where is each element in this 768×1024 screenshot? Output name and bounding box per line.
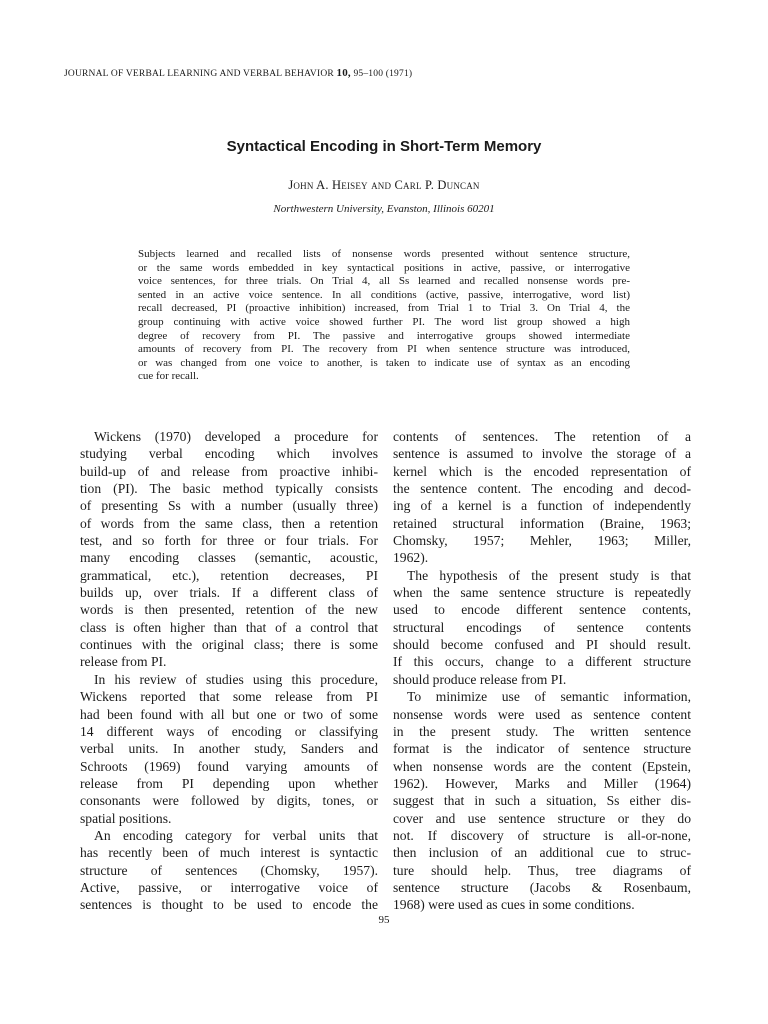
paper-title: Syntactical Encoding in Short-Term Memory <box>226 138 542 155</box>
body-text-line: 1962). <box>393 550 429 566</box>
body-text-line: suggest that in such a situation, Ss either dis- <box>393 793 691 809</box>
body-text-line: 1962). However, Marks and Miller (1964) <box>393 775 691 791</box>
journal-header <box>64 67 704 79</box>
body-text-line: studying verbal encoding which involves <box>80 446 378 462</box>
body-text-line: ing of a kernel is a function of independently <box>393 498 691 514</box>
abstract <box>138 248 630 384</box>
abstract-line: cue for recall. <box>138 370 199 383</box>
page-number: 95 <box>378 914 390 926</box>
body-text-line: builds up, over trials. If a different class of <box>80 585 378 601</box>
body-text-line: Schroots (1969) found varying amounts of <box>80 758 378 774</box>
body-text-line: the sentence content. The encoding and decod- <box>393 481 691 497</box>
body-text-line: release from PI depending upon whether <box>80 775 378 791</box>
body-text-line: should become confused and PI should result. <box>393 637 691 653</box>
paper-authors: John A. Heisey and Carl P. Duncan <box>288 178 480 192</box>
body-text-line: test, and so forth for three or four trials. For <box>80 533 378 549</box>
abstract-line: group continuing with active voice showed further PI. The word list group showed a high <box>138 315 630 328</box>
abstract-line: or was changed from one voice to another, is taken to indicate use of syntax as an encoding <box>138 356 630 369</box>
body-text-line: Wickens reported that some release from PI <box>80 689 378 705</box>
body-text-line: The hypothesis of the present study is that <box>407 567 691 583</box>
abstract-line: voice sentences, for three trials. On Trial 4, all Ss learned and recalled nonsense words pre- <box>138 275 630 288</box>
body-text-line: when the same sentence structure is repeatedly <box>393 585 691 601</box>
body-text-line: format is the indicator of sentence structure <box>393 741 691 757</box>
body-text-line: build-up of and release from proactive inhibi- <box>80 463 378 479</box>
body-text-line: contents of sentences. The retention of a <box>393 429 691 444</box>
journal-pages: 95–100 (1971) <box>353 69 413 79</box>
body-text-line: Chomsky, 1957; Mehler, 1963; Miller, <box>393 533 691 549</box>
body-text-line: then inclusion of an additional cue to struc- <box>393 845 691 861</box>
body-column-right <box>393 428 691 914</box>
body-text-line: structure of sentences (Chomsky, 1957). <box>80 862 378 878</box>
body-text-line: 1968) were used as cues in some conditions. <box>393 897 635 913</box>
body-text-line: To minimize use of semantic information, <box>407 689 691 705</box>
body-text-line: cover and use sentence structure or they do <box>393 810 691 826</box>
body-column-left <box>80 428 378 914</box>
body-text-line: 14 different ways of encoding or classifying <box>80 723 378 739</box>
body-text-line: of words from the same class, then a retention <box>80 515 378 531</box>
body-text-line: not. If discovery of structure is all-or-none, <box>393 827 691 843</box>
body-text-line: continues with the original class; there is some <box>80 637 378 653</box>
body-text-line: many encoding classes (semantic, acoustic, <box>80 550 378 566</box>
body-text-line: retained structural information (Braine, 1963; <box>393 515 691 531</box>
body-text-line: kernel which is the encoded representation of <box>393 463 691 479</box>
abstract-line: or the same words embedded in key syntactical positions in active, passive, or interrogative <box>138 261 630 274</box>
abstract-line: degree of recovery from PI. The passive and interrogative groups showed intermediate <box>138 329 630 342</box>
body-text-line: structural encodings of sentence contents <box>393 619 691 635</box>
body-text-line: should produce release from PI. <box>393 671 567 687</box>
body-text-line: class is often higher than that of a control that <box>80 619 378 635</box>
body-text-line: words is then presented, retention of the new <box>80 602 378 618</box>
abstract-line: sented in an active voice sentence. In all conditions (active, passive, interrogative, word list) <box>138 288 630 301</box>
body-text-line: had been found with all but one or two of some <box>80 706 378 722</box>
abstract-line: Subjects learned and recalled lists of nonsense words presented without sentence structure, <box>138 248 630 260</box>
body-text-line: grammatical, etc.), retention decreases, PI <box>80 567 378 583</box>
journal-volume: 10, <box>336 67 351 79</box>
abstract-line: amounts of recovery from PI. The recovery from PI when sentence structure was introduced, <box>138 343 630 356</box>
body-text-line: verbal units. In another study, Sanders and <box>80 741 378 757</box>
abstract-line: recall decreased, PI (proactive inhibition) increased, from Trial 1 to Trial 3. On Trial 4, the <box>138 302 630 315</box>
body-text-line: sentence is assumed to involve the storage of a <box>393 446 691 462</box>
body-text-line: spatial positions. <box>80 810 172 826</box>
body-text-line: when nonsense words are the content (Epstein, <box>393 758 691 774</box>
body-text-line: Active, passive, or interrogative voice of <box>80 879 378 895</box>
body-text-line: has recently been of much interest is syntactic <box>80 845 378 861</box>
body-text-line: In his review of studies using this procedure, <box>94 671 378 687</box>
body-text-line: sentence structure (Jacobs & Rosenbaum, <box>393 879 691 895</box>
author-affiliation: Northwestern University, Evanston, Illinois 60201 <box>273 203 495 215</box>
body-text-line: release from PI. <box>80 654 167 670</box>
body-text-line: If this occurs, change to a different structure <box>393 654 691 670</box>
body-text-line: Wickens (1970) developed a procedure for <box>94 429 378 444</box>
body-text-line: used to encode different sentence contents, <box>393 602 691 618</box>
body-text-line: consonants were followed by digits, tones, or <box>80 793 378 809</box>
body-text-line: An encoding category for verbal units that <box>94 827 378 843</box>
body-text-line: nonsense words were used as sentence content <box>393 706 691 722</box>
journal-name: JOURNAL OF VERBAL LEARNING AND VERBAL BEHAVIOR <box>64 69 334 79</box>
body-text-line: tion (PI). The basic method typically consists <box>80 481 378 497</box>
body-text-line: ture should help. Thus, tree diagrams of <box>393 862 691 878</box>
body-text-line: of presenting Ss with a number (usually three) <box>80 498 378 514</box>
body-text-line: sentences is thought to be used to encode the <box>80 897 378 913</box>
body-text-line: in the present study. The written sentence <box>393 723 691 739</box>
